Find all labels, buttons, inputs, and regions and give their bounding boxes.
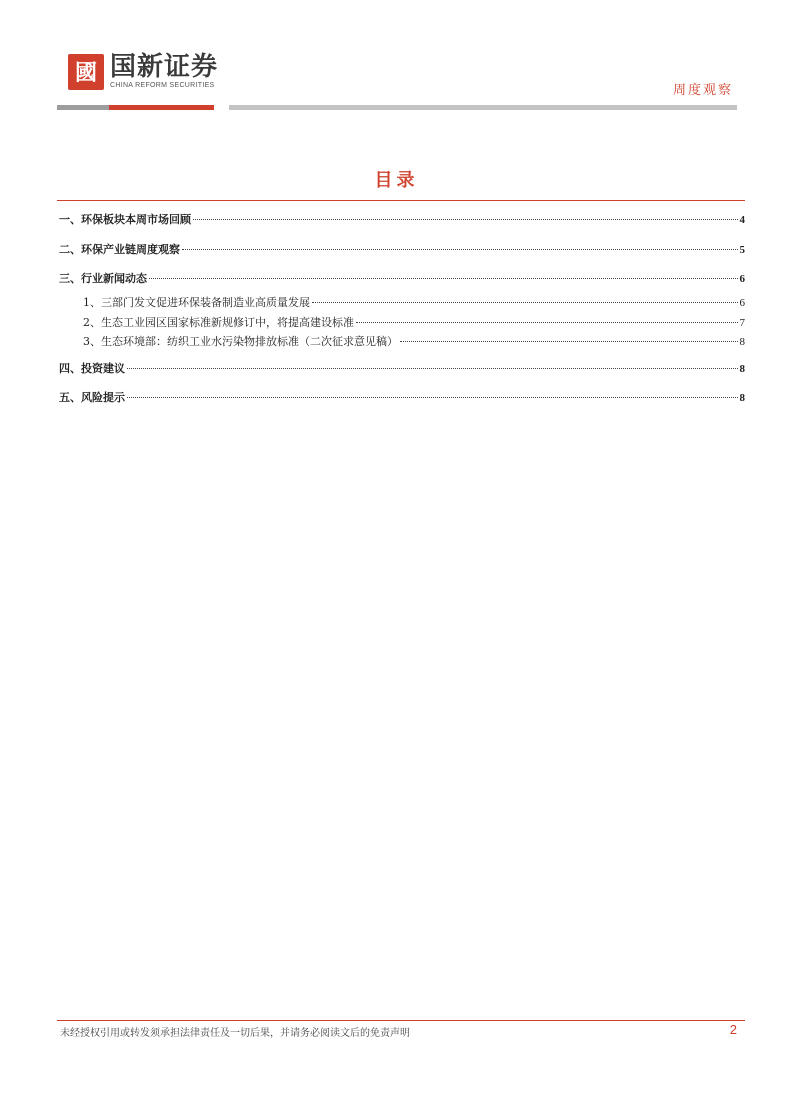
toc-leader-dots	[356, 322, 738, 323]
toc-entry-label: 五、风险提示	[59, 391, 125, 404]
toc-entry-page: 6	[739, 297, 745, 309]
toc-leader-dots	[127, 397, 738, 398]
toc-entry-page: 8	[739, 392, 745, 404]
toc-entry[interactable]	[59, 271, 745, 287]
toc-entry-label: 四、投资建议	[59, 362, 125, 375]
toc-entry-page: 7	[739, 317, 745, 329]
toc-entry-page: 6	[739, 273, 745, 285]
logo-mark-icon: 國	[68, 54, 104, 90]
toc-entry[interactable]	[59, 212, 745, 228]
page-number: 2	[729, 1022, 737, 1037]
logo-english-name: CHINA REFORM SECURITIES	[110, 82, 215, 89]
toc-entry[interactable]	[59, 390, 745, 406]
header-bar-grey-right	[229, 105, 737, 110]
header-bar-grey-left	[57, 105, 109, 110]
toc-entry-page: 8	[739, 363, 745, 375]
toc-entry[interactable]	[83, 334, 745, 350]
toc-entry[interactable]	[59, 242, 745, 258]
toc-entry-page: 4	[739, 214, 745, 226]
company-logo	[68, 53, 218, 90]
toc-entry-label: 2、生态工业园区国家标准新规修订中，将提高建设标准	[83, 316, 354, 329]
toc-divider	[57, 200, 745, 201]
toc-title: 目录	[374, 170, 419, 191]
toc-entry[interactable]	[83, 315, 745, 331]
logo-chinese-name: 国新证券	[110, 52, 219, 82]
toc-entry-label: 三、行业新闻动态	[59, 272, 147, 285]
toc-leader-dots	[312, 302, 738, 303]
header-bar-red	[109, 105, 214, 110]
toc-leader-dots	[182, 249, 738, 250]
footer-divider	[57, 1020, 745, 1021]
toc-entry[interactable]	[83, 295, 745, 311]
logo-text	[110, 53, 218, 90]
toc-leader-dots	[149, 278, 738, 279]
toc-entry-label: 1、三部门发文促进环保装备制造业高质量发展	[83, 296, 310, 309]
toc-entry-label: 一、环保板块本周市场回顾	[59, 213, 191, 226]
toc-entry[interactable]	[59, 361, 745, 377]
footer-disclaimer: 未经授权引用或转发须承担法律责任及一切后果，并请务必阅读文后的免责声明	[60, 1028, 410, 1039]
toc-entry-label: 二、环保产业链周度观察	[59, 243, 180, 256]
toc-leader-dots	[193, 219, 738, 220]
toc-entry-label: 3、生态环境部：纺织工业水污染物排放标准（二次征求意见稿）	[83, 335, 398, 348]
toc-leader-dots	[400, 341, 738, 342]
toc-leader-dots	[127, 368, 738, 369]
toc-entry-page: 5	[739, 244, 745, 256]
toc-entry-page: 8	[739, 336, 745, 348]
report-type-label: 周度观察	[672, 83, 733, 98]
